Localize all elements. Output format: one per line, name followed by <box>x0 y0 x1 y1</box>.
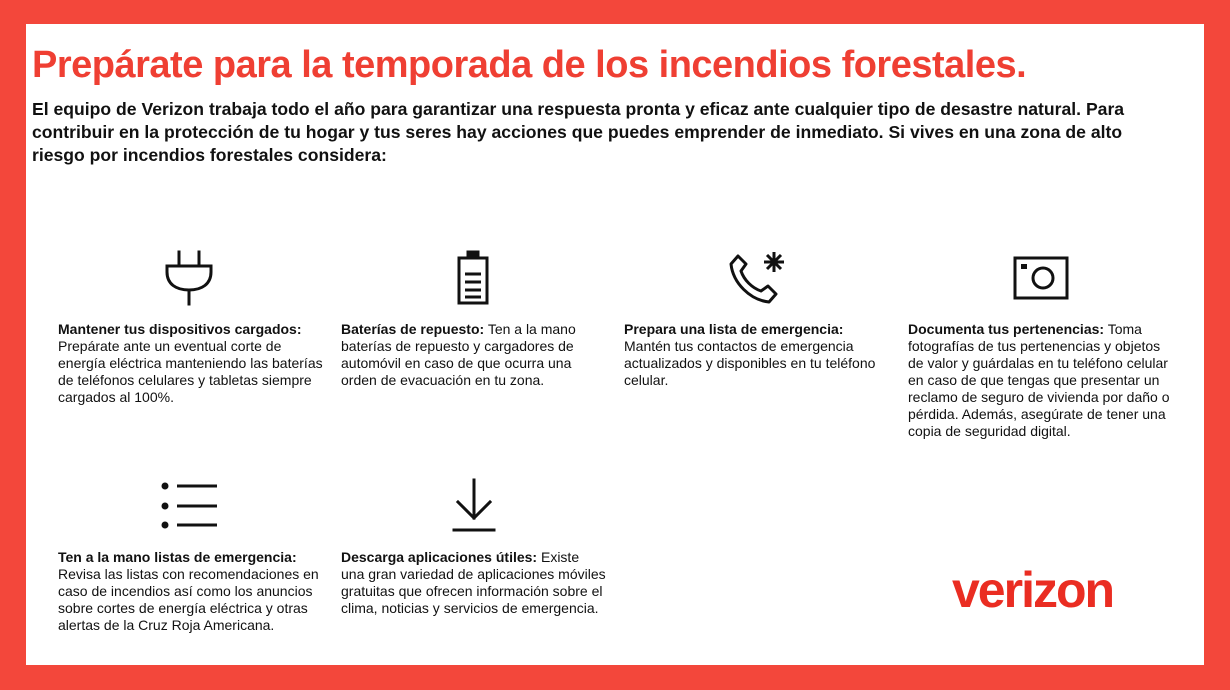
tip-heading: Documenta tus pertenencias: <box>908 321 1105 337</box>
tip-text: Ten a la mano baterías de repuesto y cargadores de automóvil en caso de que ocurra una orden de evacuación en tu zona. <box>341 321 576 388</box>
tip-download-apps <box>341 549 606 617</box>
phone-star-icon <box>728 250 786 306</box>
tip-text: Existe una gran variedad de aplicaciones móviles gratuitas que ofrecen información sobre el clima, noticias y servicios de emergencia. <box>341 549 606 616</box>
plug-icon <box>164 250 214 306</box>
tip-emergency-list <box>624 321 889 389</box>
tip-charge-devices <box>58 321 323 406</box>
intro-paragraph: El equipo de Verizon trabaja todo el año para garantizar una respuesta pronta y eficaz ante cualquier tipo de desastre natural. Para contribuir en la protección de tu hogar y tus seres hay acciones que puedes emprender de inmediato. Si vives en una zona de alto riesgo por incendios forestales considera: <box>32 99 1125 165</box>
tip-emergency-lists <box>58 549 323 634</box>
tip-heading: Mantener tus dispositivos cargados: <box>58 321 302 337</box>
battery-icon <box>456 250 490 306</box>
tip-text: Toma fotografías de tus pertenencias y objetos de valor y guárdalas en tu teléfono celular en caso de que tengas que presentar un reclamo de seguro de vivienda por daño o pérdida. Además, asegúrate de tener una copia de seguridad digital. <box>908 321 1170 439</box>
verizon-logo: verizon <box>952 562 1114 618</box>
tip-text: Prepárate ante un eventual corte de energía eléctrica manteniendo las baterías de teléfonos celulares y tabletas siempre cargados al 100%. <box>58 338 323 405</box>
tip-heading: Descarga aplicaciones útiles: <box>341 549 538 565</box>
list-icon <box>160 482 220 530</box>
tip-spare-batteries <box>341 321 606 389</box>
page-title: Prepárate para la temporada de los incendios forestales. <box>32 44 1027 86</box>
tip-heading: Baterías de repuesto: <box>341 321 485 337</box>
tip-text: Revisa las listas con recomendaciones en caso de incendios así como los anuncios sobre cortes de energía eléctrica y otras alertas de la Cruz Roja Americana. <box>58 566 319 633</box>
tip-document-belongings <box>908 321 1173 440</box>
camera-icon <box>1013 256 1069 300</box>
download-icon <box>452 478 496 534</box>
tip-heading: Prepara una lista de emergencia: <box>624 321 844 337</box>
tip-heading: Ten a la mano listas de emergencia: <box>58 549 297 565</box>
tip-text: Mantén tus contactos de emergencia actualizados y disponibles en tu teléfono celular. <box>624 338 876 388</box>
